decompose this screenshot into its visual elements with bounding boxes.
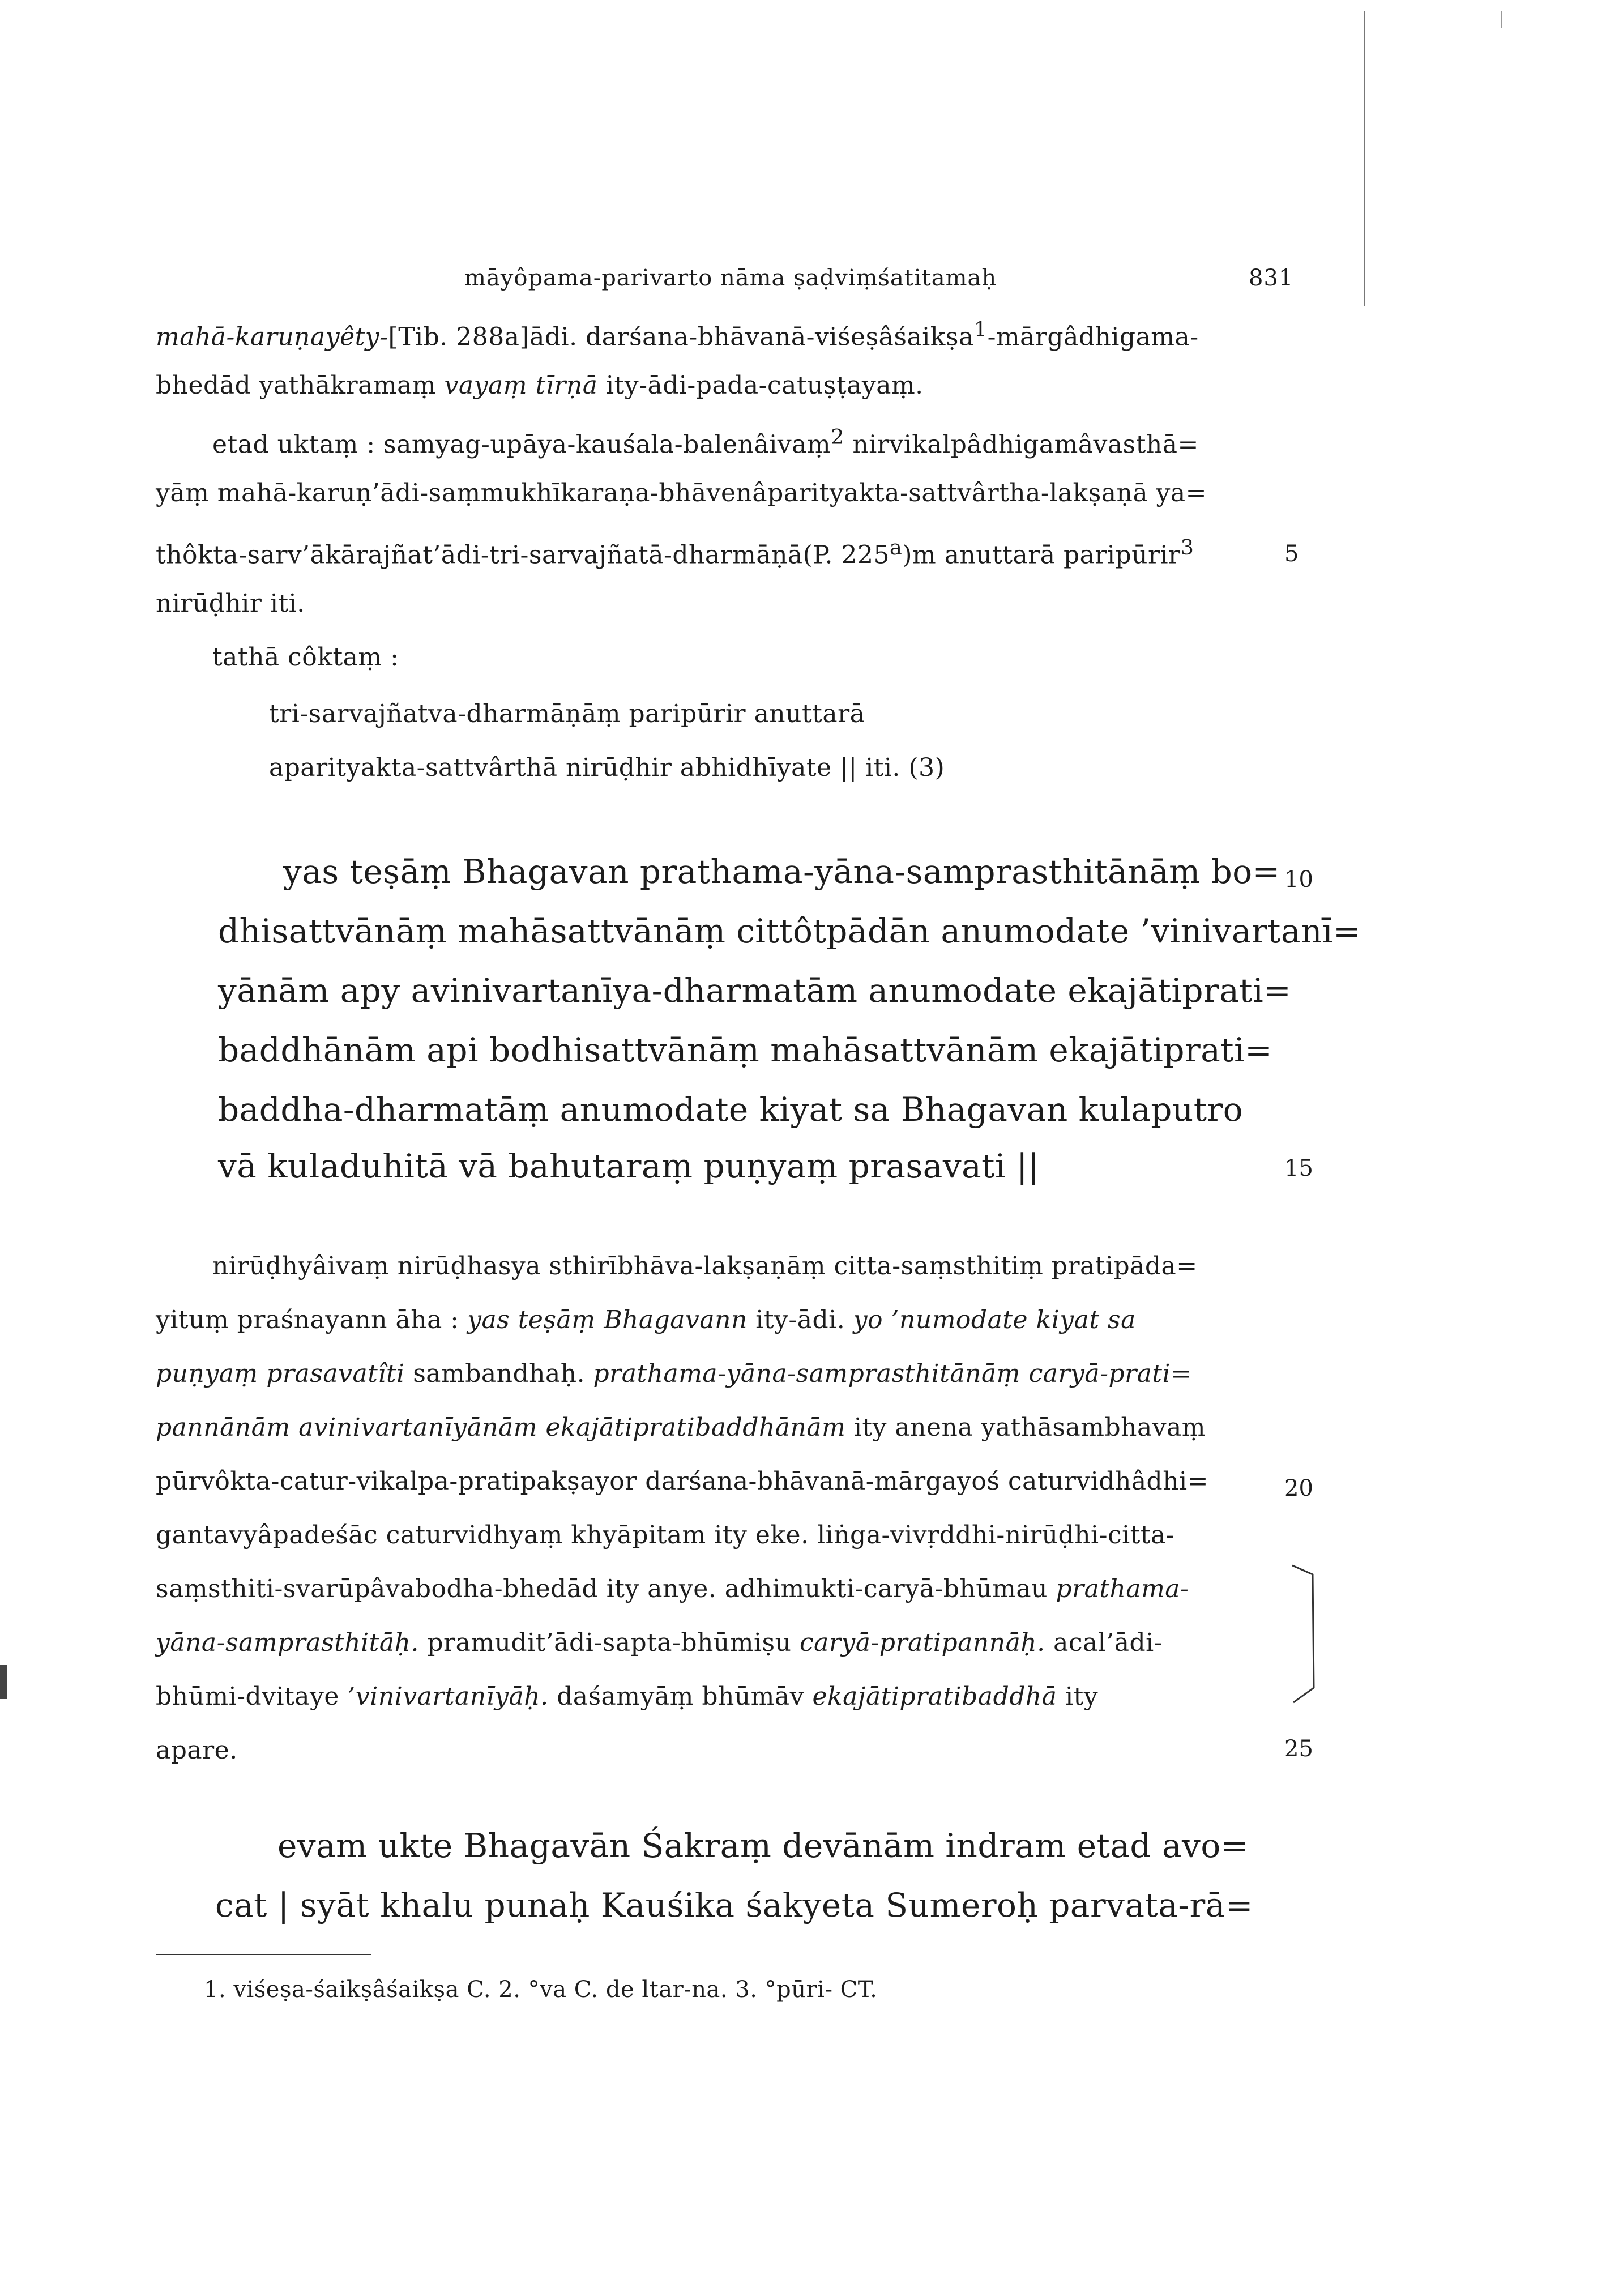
text-run: tri-sarvajñatva-dharmāṇāṃ paripūrir anuttarā bbox=[269, 699, 865, 728]
commentary-line bbox=[156, 1359, 1192, 1388]
text-run: )m anuttarā paripūrir bbox=[902, 540, 1181, 570]
text-run: nirūḍhyâivaṃ nirūḍhasya sthirībhāva-lakṣaṇāṃ citta-saṃsthitiṃ pratipāda= bbox=[212, 1252, 1198, 1281]
sutra-line: vā kuladuhitā vā bahutaraṃ puṇyaṃ prasavati || bbox=[218, 1147, 1040, 1185]
scan-edge-mark bbox=[1501, 11, 1502, 28]
sutra-line: baddhānām api bodhisattvānāṃ mahāsattvānām ekajātiprati= bbox=[218, 1031, 1273, 1069]
sutra-line: cat | syāt khalu punaḥ Kauśika śakyeta Sumeroḥ parvata-rā= bbox=[215, 1886, 1253, 1924]
italic-run: prathama-yāna-samprasthitānāṃ caryā-prati= bbox=[593, 1359, 1192, 1388]
text-run: apare. bbox=[156, 1736, 238, 1765]
text-run: pramudit’ādi-sapta-bhūmiṣu bbox=[418, 1628, 800, 1657]
italic-run: pannānām avinivartanīyānām ekajātipratibaddhānām bbox=[156, 1413, 846, 1442]
verse-line bbox=[269, 753, 945, 782]
text-run: nirūḍhir iti. bbox=[156, 589, 305, 618]
commentary-line bbox=[156, 371, 924, 400]
italic-run: mahā-karuṇayêty- bbox=[156, 322, 388, 352]
italic-run: ’vinivartanīyāḥ. bbox=[347, 1682, 549, 1711]
text-run: etad uktaṃ : samyag-upāya-kauśala-balenâivaṃ bbox=[212, 430, 831, 459]
text-run: bhedād yathākramaṃ bbox=[156, 371, 445, 400]
italic-run: vayaṃ tīrṇā bbox=[444, 371, 598, 400]
footnotes: 1. viśeṣa-śaikṣâśaikṣa C. 2. °va C. de ltar-na. 3. °pūri- CT. bbox=[204, 1977, 878, 2003]
italic-run: yāna-samprasthitāḥ. bbox=[156, 1628, 419, 1657]
italic-run: prathama- bbox=[1056, 1574, 1189, 1603]
scan-binding-mark bbox=[0, 1665, 7, 1699]
text-run: [Tib. 288a]ādi. darśana-bhāvanā-viśeṣâśaikṣa bbox=[388, 322, 974, 352]
italic-run: ekajātipratibaddhā bbox=[812, 1682, 1057, 1711]
line-number: 10 bbox=[1284, 867, 1313, 893]
superscript: 2 bbox=[831, 425, 844, 449]
footnote-rule bbox=[156, 1954, 371, 1955]
commentary-line bbox=[156, 1305, 1136, 1334]
text-run: ity-ādi-pada-catuṣṭayaṃ. bbox=[597, 371, 924, 400]
text-run: -mārgâdhigama- bbox=[987, 322, 1199, 352]
commentary-line bbox=[156, 1413, 1206, 1442]
commentary-line bbox=[156, 1521, 1174, 1550]
line-number: 5 bbox=[1284, 541, 1299, 567]
italic-run: yas teṣāṃ Bhagavann bbox=[467, 1305, 748, 1334]
commentary-line bbox=[156, 1628, 1163, 1657]
commentary-line bbox=[156, 589, 305, 618]
text-run: ity bbox=[1057, 1682, 1099, 1711]
commentary-line bbox=[156, 479, 1207, 507]
text-run: sambandhaḥ. bbox=[404, 1359, 593, 1388]
superscript: a bbox=[889, 535, 903, 560]
sutra-line: yānām apy avinivartanīya-dharmatām anumodate ekajātiprati= bbox=[218, 971, 1292, 1010]
commentary-line bbox=[156, 317, 1199, 352]
verse-line bbox=[269, 699, 865, 728]
commentary-line bbox=[156, 1736, 238, 1765]
text-run: acal’ādi- bbox=[1045, 1628, 1163, 1657]
margin-bracket bbox=[1291, 1563, 1325, 1705]
sutra-line: baddha-dharmatāṃ anumodate kiyat sa Bhagavan kulaputro bbox=[218, 1090, 1244, 1129]
line-number: 25 bbox=[1284, 1736, 1313, 1762]
text-run: nirvikalpâdhigamâvasthā= bbox=[844, 430, 1199, 459]
text-run: daśamyāṃ bhūmāv bbox=[548, 1682, 813, 1711]
text-run: aparityakta-sattvârthā nirūḍhir abhidhīyate || iti. (3) bbox=[269, 753, 945, 782]
italic-run: caryā-pratipannāḥ. bbox=[799, 1628, 1045, 1657]
commentary-line bbox=[212, 643, 399, 672]
line-number: 15 bbox=[1284, 1155, 1313, 1181]
text-run: saṃsthiti-svarūpâvabodha-bhedād ity anye. adhimukti-caryā-bhūmau bbox=[156, 1574, 1056, 1603]
scan-edge-line bbox=[1364, 11, 1365, 306]
text-run: tathā côktaṃ : bbox=[212, 643, 399, 672]
text-run: ity-ādi. bbox=[747, 1305, 853, 1334]
text-run: pūrvôkta-catur-vikalpa-pratipakṣayor darśana-bhāvanā-mārgayoś caturvidhâdhi= bbox=[156, 1467, 1208, 1496]
sutra-line: dhisattvānāṃ mahāsattvānāṃ cittôtpādān anumodate ’vinivartanī= bbox=[218, 912, 1361, 950]
text-run: ity anena yathāsambhavaṃ bbox=[845, 1413, 1206, 1442]
italic-run: yo ’numodate kiyat sa bbox=[853, 1305, 1136, 1334]
running-header: māyôpama-parivarto nāma ṣaḍviṃśatitamaḥ bbox=[464, 265, 997, 291]
text-run: thôkta-sarv’ākārajñat’ādi-tri-sarvajñatā-dharmāṇā(P. 225 bbox=[156, 540, 890, 570]
text-run: bhūmi-dvitaye bbox=[156, 1682, 348, 1711]
commentary-line bbox=[156, 1574, 1189, 1603]
commentary-line bbox=[156, 1682, 1098, 1711]
commentary-line bbox=[212, 425, 1199, 459]
sutra-line: evam ukte Bhagavān Śakraṃ devānām indram etad avo= bbox=[277, 1826, 1249, 1865]
text-run: gantavyâpadeśāc caturvidhyaṃ khyāpitam ity eke. liṅga-vivṛddhi-nirūḍhi-citta- bbox=[156, 1521, 1175, 1550]
sutra-line: yas teṣāṃ Bhagavan prathama-yāna-samprasthitānāṃ bo= bbox=[283, 852, 1280, 891]
commentary-line bbox=[212, 1252, 1198, 1281]
superscript: 3 bbox=[1180, 535, 1194, 560]
text-run: yāṃ mahā-karuṇ’ādi-saṃmukhīkaraṇa-bhāvenâparityakta-sattvârtha-lakṣaṇā ya= bbox=[156, 479, 1207, 507]
italic-run: puṇyaṃ prasavatîti bbox=[156, 1359, 405, 1388]
superscript: 1 bbox=[973, 317, 988, 342]
commentary-line bbox=[156, 535, 1194, 570]
page-number: 831 bbox=[1249, 265, 1294, 291]
commentary-line bbox=[156, 1467, 1208, 1496]
line-number: 20 bbox=[1284, 1475, 1313, 1501]
text-run: yituṃ praśnayann āha : bbox=[156, 1305, 468, 1334]
